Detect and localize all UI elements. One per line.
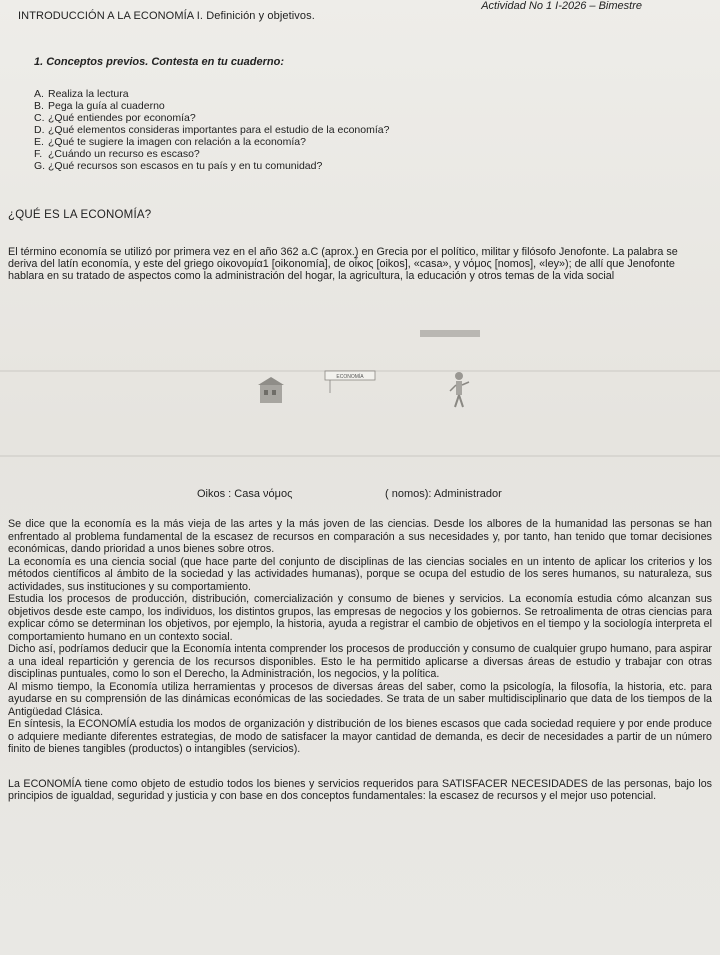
item-letter: E. [34,136,44,148]
list-item [34,124,389,136]
worksheet-title: INTRODUCCIÓN A LA ECONOMÍA I. Definición y objetivos. [18,10,315,22]
list-item [34,88,389,100]
body-paragraph: En síntesis, la ECONOMÍA estudia los modos de organización y distribución de los bienes escasos que cada sociedad requiere y por ende produce o adquiere mediante diferentes estrategias, de modo de satisfacer la mayor cantidad de demanda, es decir de necesidades a partir de un número finito de bienes tangibles (productos) o intangibles (servicios). [8,718,712,755]
questions-list [34,88,389,172]
sign-label: ECONOMÍA [336,374,364,380]
caption-nomos: ( nomos): Administrador [385,488,502,500]
body-paragraph: Dicho así, podríamos deducir que la Economía intenta comprender los procesos de producción y consumo de cualquier grupo humano, para aspirar a una ideal repartición y gerencia de los recursos disponibles. Esto le ha permitido aplicarse a diversas áreas de estudio y trabajar con otras disciplinas puntuales, como lo son el Derecho, la Administración, los negocios, y la política. [8,643,712,680]
item-text: Pega la guía al cuaderno [48,100,165,112]
section-heading: ¿QUÉ ES LA ECONOMÍA? [8,209,152,221]
body-paragraph: Al mismo tiempo, la Economía utiliza herramientas y procesos de diversas áreas del saber, como la psicología, la filosofía, la historia, etc. para ayudarse en su comprensión de las dinámicas económicas de las sociedades. Se trata de un saber multidisciplinario que data de los tiempos de la Antigüedad Clásica. [8,680,712,718]
body-paragraph: La economía es una ciencia social (que hace parte del conjunto de disciplinas de las ciencias sociales en un intento de aplicar los criterios y los métodos científicos al ámbito de la sociedad y las actividades humanas), porque se ocupa del estudio de los seres humanos, su naturaleza, sus actividades, sus instituciones y su comportamiento. [8,555,712,593]
item-letter: B. [34,100,44,112]
list-item [34,136,389,148]
house-icon [258,377,284,403]
item-letter: C. [34,112,45,124]
item-text: ¿Cuándo un recurso es escaso? [48,148,200,160]
item-text: ¿Qué entiendes por economía? [48,112,196,124]
activity-label: Actividad No 1 I-2026 – Bimestre [481,0,642,12]
economy-illustration [180,325,540,420]
item-letter: D. [34,124,45,136]
item-text: ¿Qué recursos son escasos en tu país y en tu comunidad? [48,160,323,172]
questions-title: 1. Conceptos previos. Contesta en tu cuaderno: [34,56,284,68]
list-item [34,100,389,112]
item-text: ¿Qué elementos consideras importantes para el estudio de la economía? [48,124,390,136]
item-letter: A. [34,88,44,100]
item-letter: F. [34,148,43,160]
list-item [34,112,389,124]
faint-banner [420,330,480,337]
body-text [8,518,712,803]
caption-oikos: Oikos : Casa νόμος [197,488,293,500]
body-paragraph: La ECONOMÍA tiene como objeto de estudio todos los bienes y servicios requeridos para SATISFACER NECESIDADES de las personas, bajo los principios de igualdad, seguridad y justicia y con base en dos conceptos fundamentales: la escasez de recursos y el mejor uso potencial. [8,777,712,802]
item-letter: G. [34,160,46,172]
person-icon [450,372,469,407]
item-text: ¿Qué te sugiere la imagen con relación a la economía? [48,136,306,148]
list-item [34,160,389,172]
body-paragraph: Estudia los procesos de producción, distribución, comercialización y consumo de bienes y servicios. La economía estudia cómo alcanzan sus objetivos desde este campo, los individuos, los distintos grupos, las empresas de negocios y los gobiernos. Se retroalimenta de otras ciencias para explicar cómo se determinan los objetivos, por ejemplo, la historia, ayuda a registrar el cambio de objetivos en el tiempo y la sociología interpreta el comportamiento humano en un contexto social. [8,593,712,643]
illustration-svg [180,325,540,420]
list-item [34,148,389,160]
item-text: Realiza la lectura [48,88,129,100]
intro-paragraph: El término economía se utilizó por primera vez en el año 362 a.C (aprox.) en Grecia por el político, militar y filósofo Jenofonte. La palabra se deriva del latín economía, y este del griego οἰκονομία1 [oikonomía], de οἶκος [oikos], «casa», y νόμος [nomos], «ley»); de allí que Jenofonte hablara en su tratado de aspectos como la administración del hogar, la agricultura, la educación y otros temas de la vida social [8,246,678,283]
paper-fold [0,455,720,457]
body-paragraph: Se dice que la economía es la más vieja de las artes y la más joven de las ciencias. Desde los albores de la humanidad las personas se han enfrentado al problema fundamental de la escasez de recursos en comparación a sus necesidades y, por tanto, han tenido que tomar decisiones económicas, dando prioridad a unos bienes sobre otros. [8,518,712,555]
